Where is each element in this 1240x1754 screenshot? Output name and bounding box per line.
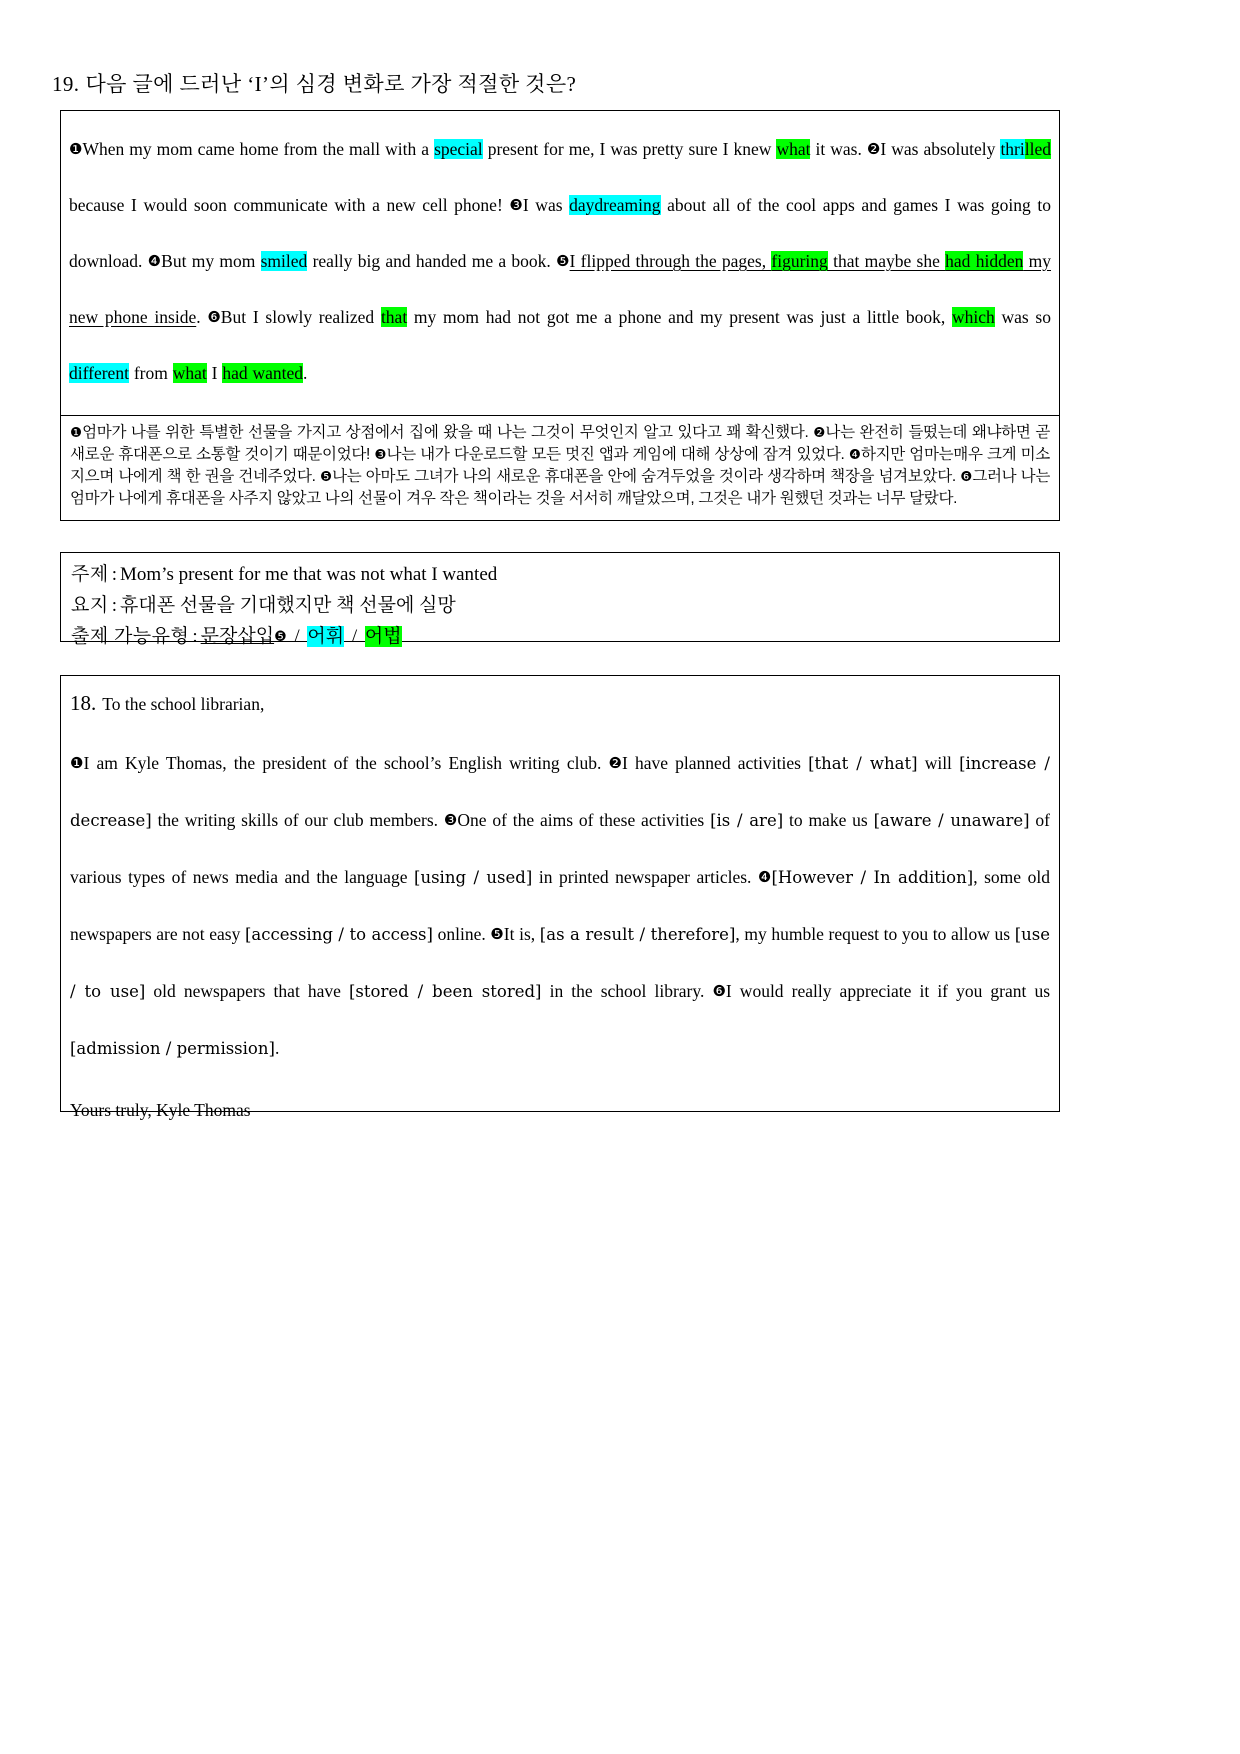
plain-text: One of the aims of these activities — [457, 810, 711, 830]
translation-sentence: 나는 내가 다운로드할 모든 멋진 앱과 게임에 대해 상상에 잠겨 있었다. — [386, 446, 849, 463]
plain-text: it was. — [810, 139, 867, 159]
highlighted-text: that — [380, 307, 408, 327]
answer-choice-bracket[interactable]: [accessing / to access] — [244, 925, 433, 944]
gist-value: 휴대폰 선물을 기대했지만 책 선물에 실망 — [120, 595, 456, 616]
summary-lines — [61, 553, 1059, 652]
plain-text: . — [303, 363, 308, 383]
plain-text: from — [128, 363, 173, 383]
question-prompt: 다음 글에 드러난 ‘I’의 심경 변화로 가장 적절한 것은? — [85, 72, 577, 96]
plain-text: I was — [522, 195, 570, 215]
sentence-marker: ❶ — [69, 140, 83, 158]
plain-text: really big and handed me a book. — [307, 251, 557, 271]
translation-sentence: 나는 아마도 그녀가 나의 새로운 휴대폰을 안에 숨겨두었을 것이라 생각하며 책장을 넘겨보았다. — [332, 468, 961, 485]
question-heading — [52, 68, 576, 98]
letter-signature: Yours truly, Kyle Thomas — [70, 1100, 251, 1120]
letter-salutation: To the school librarian, — [102, 694, 265, 714]
letter-number: 18. — [70, 691, 97, 715]
plain-text: present for me, I was pretty sure I knew — [482, 139, 777, 159]
answer-choice-bracket[interactable]: [use / to use] — [70, 925, 1050, 1001]
sentence-marker: ❹ — [757, 868, 772, 886]
sentence-marker: ❸ — [443, 811, 458, 829]
sentence-marker: ❸ — [374, 447, 387, 463]
highlighted-text: had hidden — [945, 251, 1024, 271]
translation-sentence: 나는 완전히 들떴는데 왜냐하면 곧 새로운 휴대폰으로 소통할 것이기 때문이었다! — [70, 424, 1051, 463]
gist-colon: : — [111, 595, 117, 616]
answer-choice-bracket[interactable]: [as a result / therefore] — [539, 925, 736, 944]
plain-text: to make us — [783, 810, 874, 830]
plain-text: It is, — [503, 924, 540, 944]
plain-text: , some old newspapers are not easy — [70, 867, 1050, 944]
plain-text: that maybe she — [827, 251, 946, 271]
sentence-marker: ❺ — [320, 469, 333, 485]
translation-text — [61, 416, 1059, 514]
letter-text — [61, 721, 1059, 1077]
answer-choice-bracket[interactable]: [However / In addition] — [771, 868, 974, 887]
plain-text: I have planned activities — [621, 753, 809, 773]
gist-line — [71, 590, 1049, 621]
answer-choice-bracket[interactable]: [admission / permission] — [70, 1039, 275, 1058]
plain-text: I flipped through the pages, — [569, 251, 772, 271]
plain-text: But I slowly realized — [220, 307, 381, 327]
plain-text: I was absolutely — [880, 139, 1001, 159]
plain-text: of various types of news media and the language — [70, 810, 1050, 887]
passage-sentence — [69, 139, 867, 159]
question-number: 19. — [52, 72, 80, 96]
question-type-item[interactable]: 문장삽입❺ — [200, 626, 287, 647]
highlighted-text: lled — [1024, 139, 1051, 159]
passage-text — [61, 111, 1059, 401]
sentence-marker: ❸ — [509, 196, 523, 214]
translation-box — [60, 415, 1060, 521]
plain-text: because I would soon communicate with a new cell phone! — [69, 195, 510, 215]
types-colon: : — [192, 626, 198, 647]
sentence-marker: ❷ — [608, 754, 622, 772]
sentence-marker: ❻ — [712, 982, 726, 1000]
highlighted-text: which — [951, 307, 995, 327]
sentence-marker: ❹ — [147, 252, 162, 270]
sentence-marker: ❺ — [556, 252, 570, 270]
translation-sentence: 그러나 나는 엄마가 나에게 휴대폰을 사주지 않았고 나의 선물이 겨우 작은 책이라는 것을 서서히 깨달았으며, 그것은 내가 원했던 것과는 너무 달랐다. — [70, 468, 1050, 507]
highlighted-text: different — [69, 363, 129, 383]
passage-sentence — [148, 251, 556, 271]
plain-text: the writing skills of our club members. — [151, 810, 444, 830]
plain-text: But my mom — [161, 251, 261, 271]
answer-choice-bracket[interactable]: [aware / unaware] — [873, 811, 1030, 830]
plain-text: I am Kyle Thomas, the president of the school’s English writing club. — [83, 753, 609, 773]
plain-text: When my mom came home from the mall with a — [82, 139, 435, 159]
question-types-line — [71, 621, 1049, 652]
plain-text: will — [917, 753, 960, 773]
plain-text: in printed newspaper articles. — [532, 867, 758, 887]
plain-text: in the school library. — [541, 981, 713, 1001]
types-label: 출제 가능유형 — [71, 626, 190, 647]
answer-choice-bracket[interactable]: [that / what] — [808, 754, 918, 773]
translation-sentence: 엄마가 나를 위한 특별한 선물을 가지고 상점에서 집에 왔을 때 나는 그것이 무엇인지 알고 있다고 꽤 확신했다. — [82, 424, 814, 441]
plain-text: my new phone inside — [69, 251, 1051, 327]
plain-text: I — [206, 363, 223, 383]
highlighted-text: daydreaming — [569, 195, 661, 215]
passage-sentence — [69, 307, 1051, 383]
highlighted-text: smiled — [260, 251, 308, 271]
passage-box — [60, 110, 1060, 415]
plain-text: I would really appreciate it if you grant us — [725, 981, 1051, 1001]
answer-choice-bracket[interactable]: [using / used] — [414, 868, 533, 887]
highlighted-text: special — [434, 139, 483, 159]
topic-colon: : — [111, 564, 117, 585]
sentence-marker: ❻ — [207, 308, 221, 326]
translation-sentence: 하지만 엄마는매우 크게 미소지으며 나에게 책 한 권을 건네주었다. — [70, 446, 1050, 485]
plain-text: old newspapers that have — [145, 981, 349, 1001]
sentence-marker: ❺ — [490, 925, 504, 943]
topic-line — [71, 559, 1049, 590]
type-separator: / — [347, 626, 362, 647]
answer-choice-bracket[interactable]: [stored / been stored] — [349, 982, 542, 1001]
sentence-marker: ❹ — [848, 447, 861, 463]
letter-box — [60, 675, 1060, 1120]
gist-label: 요지 — [71, 595, 109, 616]
answer-choice-bracket[interactable]: [is / are] — [710, 811, 784, 830]
plain-text: . — [196, 307, 208, 327]
sentence-marker: ❶ — [70, 425, 83, 441]
summary-box — [60, 552, 1060, 647]
letter-header — [61, 676, 1059, 721]
question-type-item[interactable]: 어법 — [364, 626, 402, 647]
highlighted-text: had wanted — [222, 363, 304, 383]
sentence-marker: ❷ — [866, 140, 881, 158]
highlighted-text: figuring — [771, 251, 828, 271]
type-item-list — [201, 626, 402, 647]
question-type-item[interactable]: 어휘 — [307, 626, 345, 647]
answer-choice-bracket[interactable]: [increase / decrease] — [70, 754, 1050, 830]
plain-text: was so — [994, 307, 1051, 327]
sentence-marker: ❺ — [274, 629, 287, 645]
highlighted-text: what — [172, 363, 207, 383]
plain-text: online. — [432, 924, 491, 944]
plain-text: . — [274, 1038, 280, 1058]
sentence-marker: ❷ — [813, 425, 826, 441]
highlighted-text: what — [776, 139, 811, 159]
plain-text: , my humble request to you to allow us — [735, 924, 1015, 944]
plain-text: my mom had not got me a phone and my present was just a little book, — [407, 307, 952, 327]
type-separator: / — [289, 626, 305, 647]
topic-value: Mom’s present for me that was not what I wanted — [120, 564, 498, 585]
highlighted-text: thri — [1000, 139, 1025, 159]
topic-label: 주제 — [71, 564, 109, 585]
sentence-marker: ❶ — [70, 754, 84, 772]
plain-text: about all of the cool apps and games I was going to download. — [69, 195, 1052, 271]
sentence-marker: ❻ — [960, 469, 973, 485]
